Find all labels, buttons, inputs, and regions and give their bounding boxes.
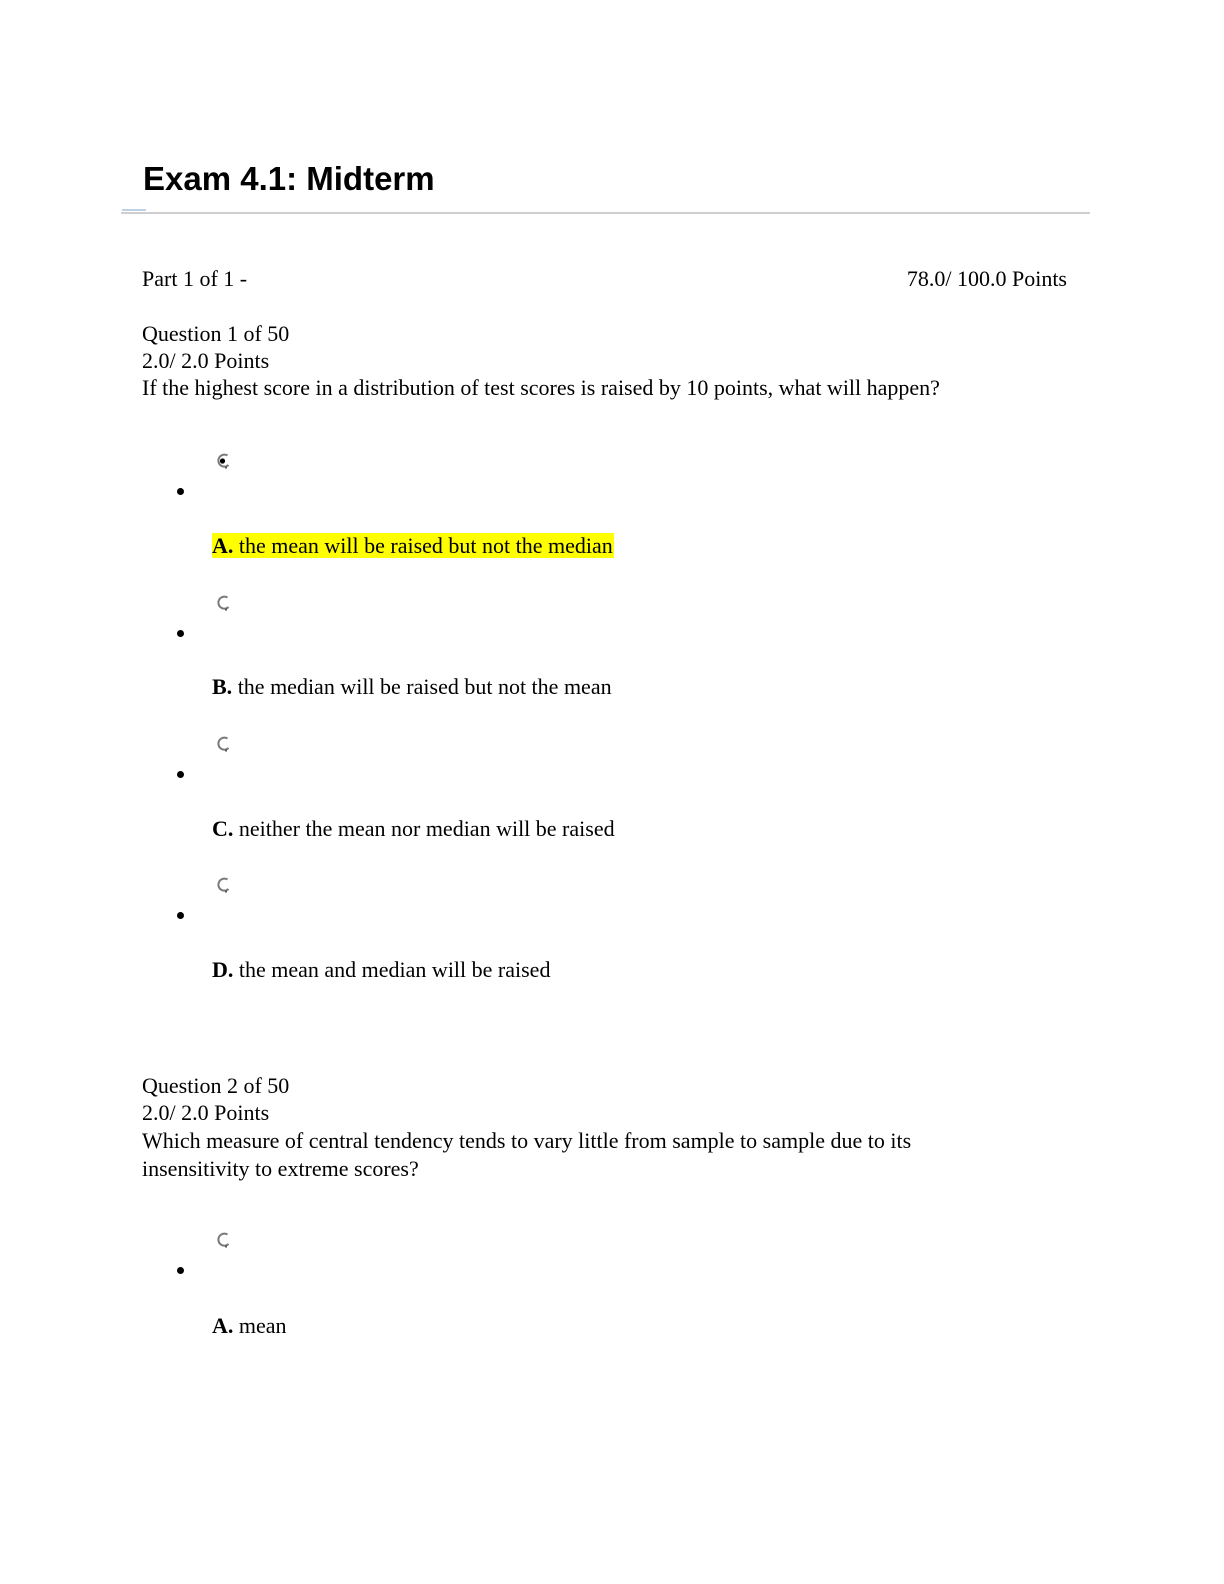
radio-button-icon[interactable] [214,452,232,470]
question-2-text: Which measure of central tendency tends to vary little from sample to sample due to its insensitivity to extreme scores? [142,1128,912,1181]
option-letter: B. [212,674,233,699]
bullet-icon [177,488,184,495]
question-2-points: 2.0/ 2.0 Points [142,1100,270,1125]
radio-button-icon[interactable] [214,876,232,894]
option-text: the mean and median will be raised [238,957,551,982]
question-1-option-d[interactable] [212,956,550,984]
header-divider [121,212,1090,214]
question-1-option-c[interactable] [212,815,615,843]
option-letter: A. [212,1313,234,1338]
bullet-icon [177,630,184,637]
header-underline-mark [122,209,146,211]
question-1-option-a[interactable] [212,532,614,560]
question-1-option-b[interactable] [212,673,612,701]
radio-button-icon[interactable] [214,594,232,612]
radio-button-icon[interactable] [214,1231,232,1249]
option-text: the median will be raised but not the mean [237,674,612,699]
option-letter: D. [212,957,234,982]
bullet-icon [177,771,184,778]
page-title: Exam 4.1: Midterm [143,160,435,197]
option-text: mean [238,1313,287,1338]
question-1-number: Question 1 of 50 [142,321,290,346]
question-1-text: If the highest score in a distribution of test scores is raised by 10 points, what will happen? [142,375,940,400]
radio-button-icon[interactable] [214,735,232,753]
option-text: neither the mean nor median will be raised [238,816,615,841]
bullet-icon [177,1267,184,1274]
question-2-option-a[interactable] [212,1312,287,1340]
bullet-icon [177,912,184,919]
option-text: the mean will be raised but not the median [238,533,613,558]
question-1-points: 2.0/ 2.0 Points [142,348,270,373]
total-score: 78.0/ 100.0 Points [906,266,1067,291]
option-letter: A. [212,533,234,558]
option-letter: C. [212,816,234,841]
question-2-number: Question 2 of 50 [142,1073,290,1098]
part-label: Part 1 of 1 - [142,266,248,291]
